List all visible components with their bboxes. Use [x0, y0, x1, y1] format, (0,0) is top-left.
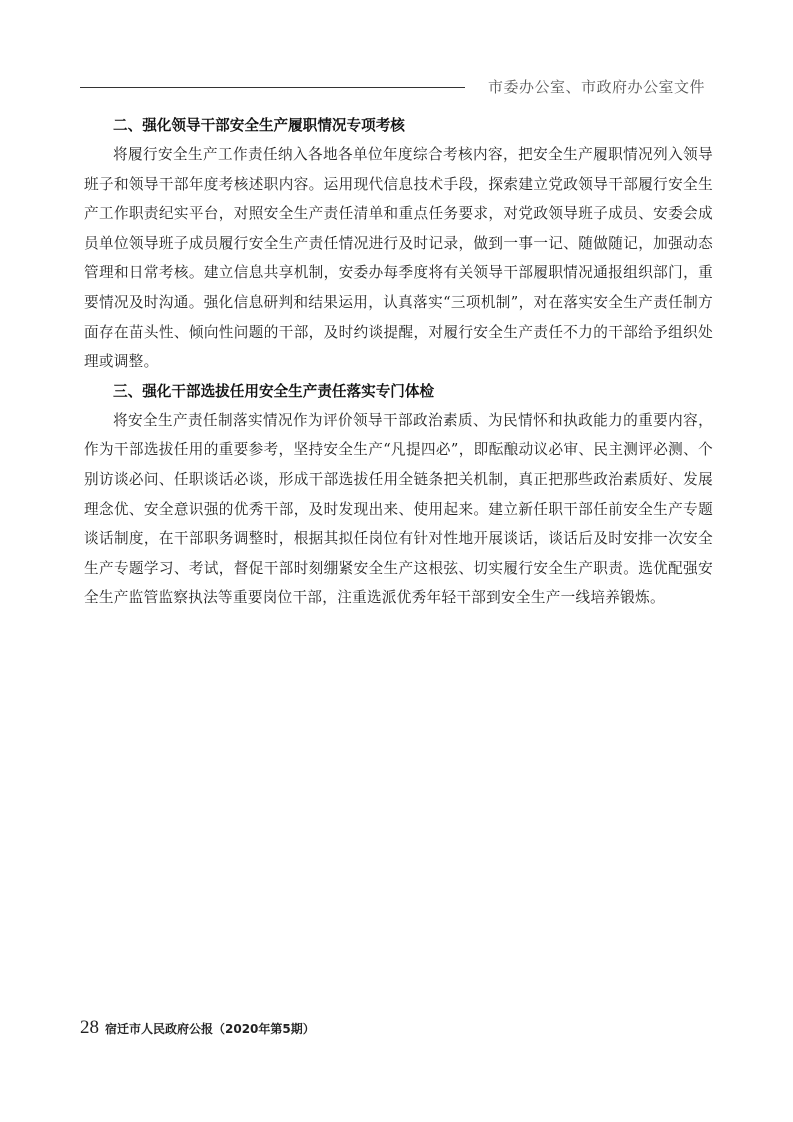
header-rule	[80, 87, 465, 88]
section-heading-3: 三、强化干部选拔任用安全生产责任落实专门体检	[113, 382, 435, 400]
document-body	[84, 111, 713, 613]
page-footer	[80, 1017, 315, 1039]
section-heading-2: 二、强化领导干部安全生产履职情况专项考核	[113, 117, 405, 134]
page-number: 28	[80, 1017, 99, 1038]
running-header-title: 市委办公室、市政府办公室文件	[487, 78, 705, 96]
journal-name: 宿迁市人民政府公报（2020年第5期）	[105, 1022, 315, 1036]
section-2-paragraph: 将履行安全生产工作责任纳入各地各单位年度综合考核内容，把安全生产履职情况列入领导班子和领导干部年度考核述职内容。运用现代信息技术手段，探索建立党政领导干部履行安全生产工作职责纪实平台，对照安全生产责任清单和重点任务要求，对党政领导班子成员、安委会成员单位领导班子成员履行安全生产责任情况进行及时记录，做到一事一记、随做随记，加强动态管理和日常考核。建立信息共享机制，安委办每季度将有关领导干部履职情况通报组织部门，重要情况及时沟通。强化信息研判和结果运用，认真落实“三项机制”，对在落实安全生产责任制方面存在苗头性、倾向性问题的干部，及时约谈提醒，对履行安全生产责任不力的干部给予组织处理或调整。	[84, 146, 713, 371]
section-3-paragraph: 将安全生产责任制落实情况作为评价领导干部政治素质、为民情怀和执政能力的重要内容，作为干部选拔任用的重要参考，坚持安全生产“凡提四必”，即酝酿动议必审、民主测评必测、个别访谈必问、任职谈话必谈，形成干部选拔任用全链条把关机制，真正把那些政治素质好、发展理念优、安全意识强的优秀干部，及时发现出来、使用起来。建立新任职干部任前安全生产专题谈话制度，在干部职务调整时，根据其拟任岗位有针对性地开展谈话，谈话后及时安排一次安全生产专题学习、考试，督促干部时刻绷紧安全生产这根弦、切实履行安全生产职责。选优配强安全生产监管监察执法等重要岗位干部，注重选派优秀年轻干部到安全生产一线培养锻炼。	[84, 411, 713, 607]
